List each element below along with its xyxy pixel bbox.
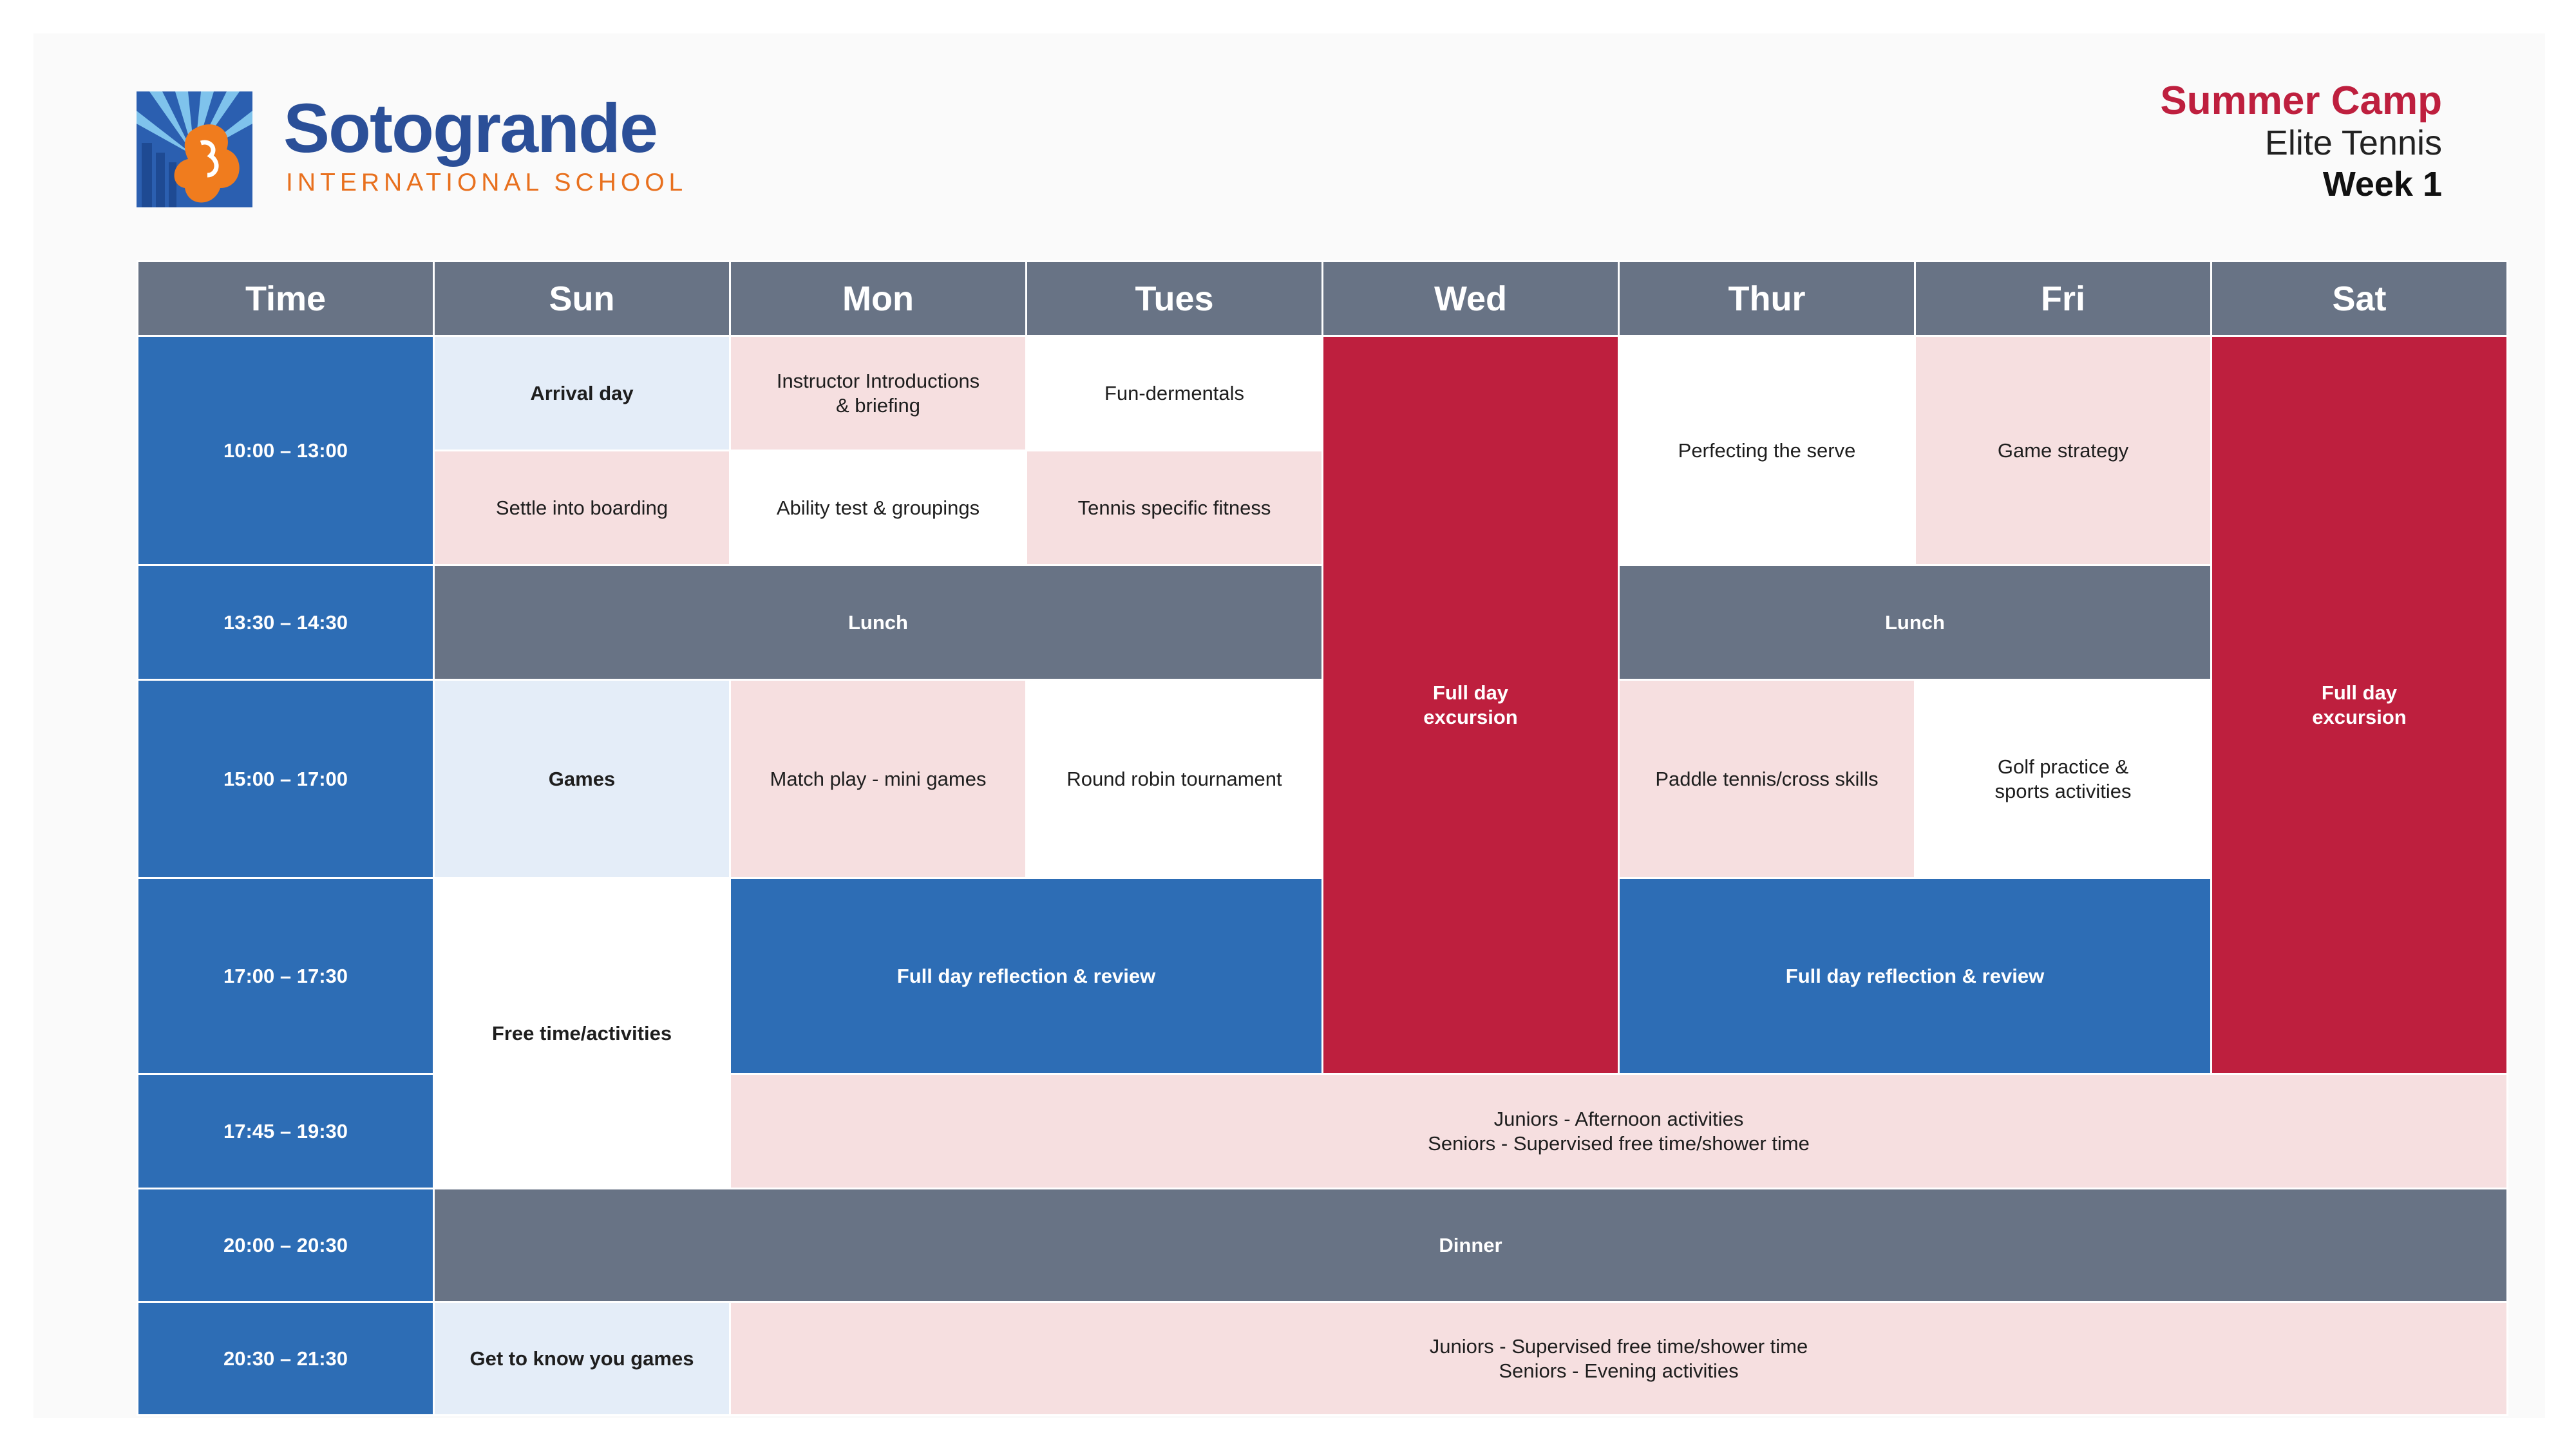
mon-ability-cell: Ability test & groupings (730, 451, 1027, 565)
table-row (138, 1189, 2508, 1302)
fri-golf-cell: Golf practice & sports activities (1915, 680, 2211, 878)
mon-intro-cell: Instructor Introductions & briefing (730, 336, 1027, 451)
lunch-cell: Lunch (434, 565, 1323, 680)
time-cell: 17:45 – 19:30 (138, 1074, 434, 1189)
logo-mark-icon (137, 91, 252, 207)
schedule-page (33, 33, 2545, 1418)
sun-free-time-cell: Free time/activities (434, 878, 730, 1189)
reflection-cell: Full day reflection & review (730, 878, 1323, 1074)
time-cell: 20:00 – 20:30 (138, 1189, 434, 1302)
table-row (138, 336, 2508, 451)
week-label: Week 1 (2322, 165, 2442, 204)
column-header-sat: Sat (2211, 261, 2508, 336)
mon-match-cell: Match play - mini games (730, 680, 1027, 878)
sun-know-you-cell: Get to know you games (434, 1302, 730, 1416)
time-cell: 15:00 – 17:00 (138, 680, 434, 878)
column-header-mon: Mon (730, 261, 1027, 336)
logo-subtitle: INTERNATIONAL SCHOOL (286, 169, 688, 196)
column-header-sun: Sun (434, 261, 730, 336)
time-cell: 10:00 – 13:00 (138, 336, 434, 565)
tue-fitness-cell: Tennis specific fitness (1027, 451, 1323, 565)
reflection-cell: Full day reflection & review (1619, 878, 2211, 1074)
program-name: Elite Tennis (2264, 124, 2442, 162)
header-row (138, 261, 2508, 336)
column-header-thur: Thur (1619, 261, 1915, 336)
time-cell: 17:00 – 17:30 (138, 878, 434, 1074)
sun-boarding-cell: Settle into boarding (434, 451, 730, 565)
sun-games-cell: Games (434, 680, 730, 878)
fri-strategy-cell: Game strategy (1915, 336, 2211, 565)
logo-name: Sotogrande (283, 89, 658, 167)
schedule-header (2160, 80, 2442, 205)
dinner-cell: Dinner (434, 1189, 2508, 1302)
sat-excursion-cell: Full day excursion (2211, 336, 2508, 1074)
lunch-cell: Lunch (1619, 565, 2211, 680)
time-cell: 20:30 – 21:30 (138, 1302, 434, 1416)
wed-excursion-cell: Full day excursion (1323, 336, 1619, 1074)
column-header-wed: Wed (1323, 261, 1619, 336)
sun-arrival-cell: Arrival day (434, 336, 730, 451)
thu-serve-cell: Perfecting the serve (1619, 336, 1915, 565)
time-cell: 13:30 – 14:30 (138, 565, 434, 680)
table-row (138, 1302, 2508, 1416)
school-logo (137, 89, 688, 207)
afternoon-activities-cell: Juniors - Afternoon activities Seniors - Supervised free time/shower time (730, 1074, 2508, 1189)
column-header-time: Time (138, 261, 434, 336)
camp-title: Summer Camp (2160, 79, 2442, 123)
timetable (137, 260, 2508, 1416)
tue-robin-cell: Round robin tournament (1027, 680, 1323, 878)
column-header-fri: Fri (1915, 261, 2211, 336)
evening-activities-cell: Juniors - Supervised free time/shower time Seniors - Evening activities (730, 1302, 2508, 1416)
tue-fundermentals-cell: Fun-dermentals (1027, 336, 1323, 451)
column-header-tues: Tues (1027, 261, 1323, 336)
thu-paddle-cell: Paddle tennis/cross skills (1619, 680, 1915, 878)
